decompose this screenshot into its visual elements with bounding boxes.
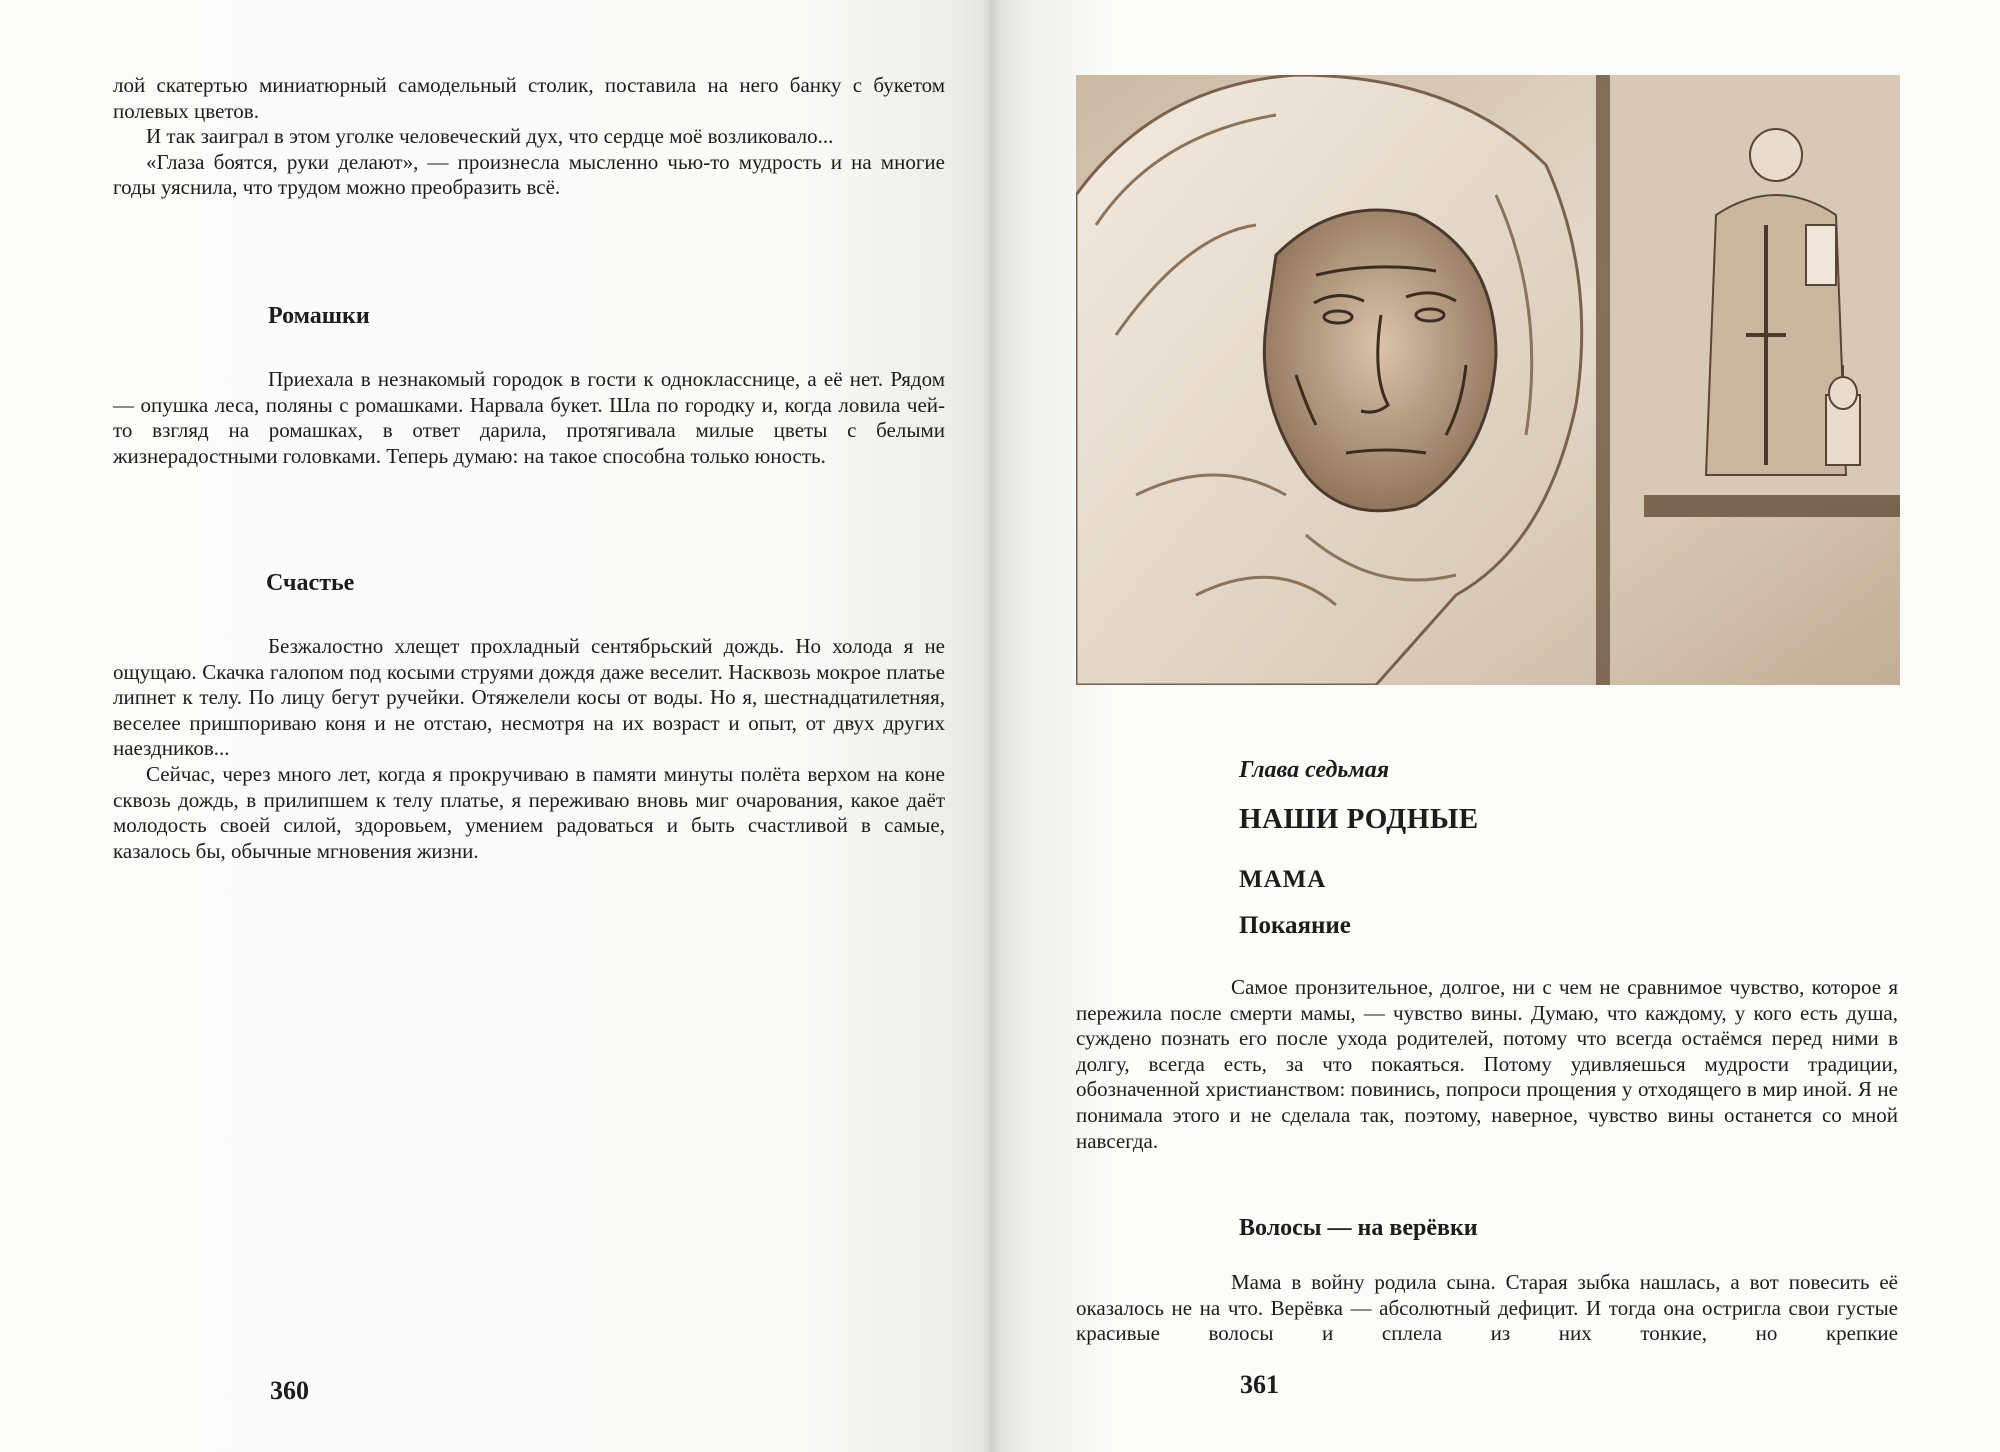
paragraph: И так заиграл в этом уголке человеческий дух, что сердце моё возликовало... [146,124,834,149]
icon-shelf [1644,495,1900,517]
romashki-text [113,367,945,469]
paragraph: Приехала в незнакомый городок в гости к однокласснице, а её нет. Рядом — опушка леса, поляны с ромашками. Нарвала букет. Шла по городку и, когда ловила чей-то взгляд на ромашках, в ответ дарила, протягивала милые цветы с белыми жизнерадостными головками. Теперь думаю: на такое способна только юность. [113,367,945,468]
book-gutter [982,0,1000,1452]
subsection-title-pokayanie: Покаяние [1239,912,1351,939]
chapter-label: Глава седьмая [1239,757,1390,783]
paragraph: Сейчас, через много лет, когда я прокручиваю в памяти минуты полёта верхом на коне сквозь дождь, в прилипшем к телу платье, я переживаю вновь миг очарования, какое даёт молодость своей силой, здоровьем, умением радоваться и быть счастливой в самые, казалось бы, обычные мгновения жизни. [113,761,945,863]
section-title-romashki: Ромашки [268,303,370,329]
volosy-text [1076,1270,1898,1347]
schastye-text [113,634,945,864]
section-title-schastye: Счастье [266,570,355,596]
subsection-title-volosy: Волосы — на верёвки [1239,1215,1478,1241]
page-number-right: 361 [1240,1370,1279,1399]
page-number-left: 360 [270,1376,309,1405]
sepia-sketch-illustration [1076,75,1900,685]
paragraph: лой скатертью миниатюрный самодельный столик, поставила на него банку с букетом полевых цветов. [113,73,945,123]
paragraph: Безжалостно хлещет прохладный сентябрьский дождь. Но холода я не ощущаю. Скачка галопом под косыми струями дождя даже веселит. Насквозь мокрое платье липнет к телу. По лицу бегут ручейки. Отяжелели косы от воды. Но я, шестнадцатилетняя, веселее пришпориваю коня и не отстаю, несмотря на их возраст и опыт, от двух других наездников... [113,634,945,761]
section-title-mama: МАМА [1239,866,1327,893]
chapter-title: НАШИ РОДНЫЕ [1239,803,1479,835]
paragraph: «Глаза боятся, руки делают», — произнесла мысленно чью-то мудрость и на многие годы уяснила, что трудом можно преобразить всё. [113,149,945,200]
left-continuation-text [113,73,945,201]
paragraph: Мама в войну родила сына. Старая зыбка нашлась, а вот повесить её оказалось не на что. Верёвка — абсолютный дефицит. И тогда она остригла свои густые красивые волосы и сплела из них тонкие, но крепкие [1076,1270,1898,1346]
pokayanie-text [1076,975,1898,1154]
paragraph: Самое пронзительное, долгое, ни с чем не сравнимое чувство, которое я пережила после смерти мамы, — чувство вины. Думаю, что каждому, у кого есть душа, суждено познать его после ухода родителей, потому что всегда остаёмся перед ними в долгу, всегда есть, за что покаяться. Потому удивляешься мудрости традиции, обозначенной христианством: повинись, попроси прощения у отходящего в мир иной. Я не понимала этого и не сделала так, поэтому, наверное, чувство вины останется со мной навсегда. [1076,975,1898,1153]
window-frame [1596,75,1610,685]
